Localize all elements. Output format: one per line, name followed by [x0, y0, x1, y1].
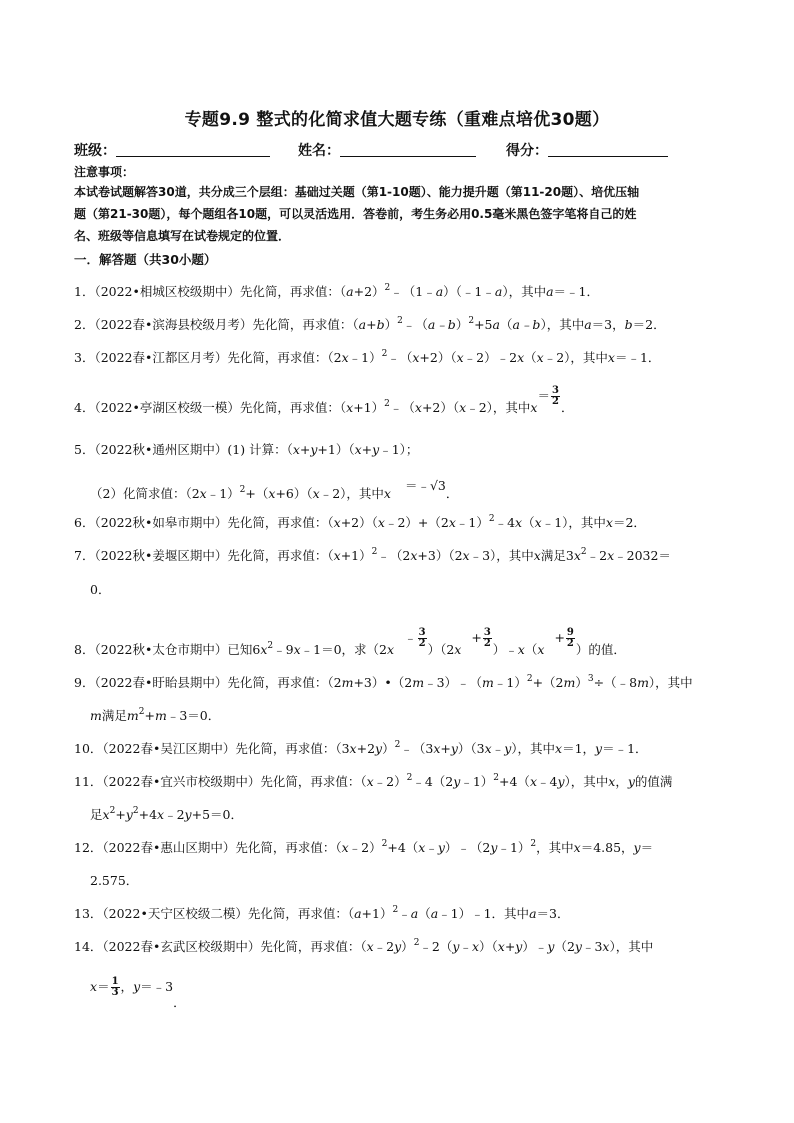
name-blank[interactable] [340, 142, 476, 157]
score-blank[interactable] [548, 142, 668, 157]
class-field [74, 140, 270, 160]
question-9: 9．（2022春•盱眙县期中）先化简，再求值：$(2m+3)•(2m﹣3)﹣(m﹣1)^2+(2m)^3\div(﹣8m)$，其中 [74, 674, 693, 690]
notes-line: 本试卷试题解答30道，共分成三个层组：基础过关题（第1-10题）、能力提升题（第11-20题）、培优压轴 [74, 185, 640, 199]
name-label: 姓名： [298, 143, 340, 159]
question-5: 5．（2022秋•通州区期中）(1) 计算：（x+y+1）（x+y﹣1）； [74, 442, 419, 457]
notes-heading: 注意事项： [74, 165, 135, 179]
question-3: 3．（2022春•江都区月考）先化简，再求值：（2x﹣1）$^2$﹣（x+2）（x﹣2）﹣2x（x﹣2），其中x＝﹣1． [74, 349, 661, 365]
question-8: 8．（2022秋•太仓市期中）已知$6x^2﹣9x﹣1=0$，求（2x﹣ $\frac{3}{2}$ ）（2x+ $\frac{3}{2}$ ）﹣x（x+ $\frac{9}{2}$ ）的值． [74, 627, 626, 657]
question-4: 4．（2022•亭湖区校级一模）先化简，再求值：$(x+1)^2﹣(x+2)(x﹣2)$，其中x＝ $\frac{3}{2}$ ． [74, 385, 574, 415]
question-5-part-2: （2）化简求值：（2x﹣1）$^2$+（x+6）（x﹣2），其中x＝﹣√3． [90, 478, 459, 501]
score-label: 得分： [506, 143, 548, 159]
student-info-fields [74, 140, 714, 160]
question-11: 11．（2022春•宜兴市校级期中）先化简，再求值：（x﹣2）$^2$﹣4（2y﹣1）$^2$+4（x﹣4y），其中x，y的值满 [74, 773, 673, 789]
question-2: 2．（2022春•滨海县校级月考）先化简，再求值：$(a+b)^2﹣(a﹣b)^2+5a(a﹣b)$，其中a＝3，b＝2． [74, 316, 666, 332]
question-11-continued: 足$x^2+y^2+4x﹣2y+5=0$． [90, 806, 243, 822]
question-9-continued: m满足$m^2+m﹣3=0$． [90, 707, 221, 723]
notes-line: 题（第21-30题），每个题组各10题，可以灵活选用．答卷前，考生务必用0.5毫米黑色签字笔将自己的姓 [74, 207, 637, 221]
question-14-continued: x＝ $\frac{1}{3}$ ，y＝﹣3． [90, 976, 186, 1010]
question-12: 12．（2022春•惠山区期中）先化简，再求值：（x﹣2）$^2$+4（x﹣y）﹣（2y﹣1）$^2$，其中x＝4.85，y＝ [74, 839, 654, 855]
section-heading: 一．解答题（共30小题） [74, 252, 217, 267]
question-14: 14．（2022春•玄武区校级期中）先化简，再求值：（x﹣2y）$^2$﹣2（y﹣x）（x+y）﹣y（2y﹣3x），其中 [74, 938, 654, 954]
fraction: $\frac{9}{2}$ [566, 627, 574, 649]
question-10: 10．（2022春•吴江区期中）先化简，再求值：$(3x+2y)^2﹣(3x+y)(3x﹣y)$，其中x＝1，y＝﹣1． [74, 740, 648, 756]
fraction: $\frac{1}{3}$ [111, 976, 119, 998]
question-1: 1．（2022•相城区校级期中）先化简，再求值：$(a+2)^2﹣(1﹣a)(﹣1﹣a)$，其中a＝﹣1． [74, 283, 599, 299]
question-6: 6．（2022秋•如皋市期中）先化简，再求值：（x+2）（x﹣2）+（2x﹣1）$^2$﹣4x（x﹣1），其中x＝2． [74, 514, 646, 530]
score-field [506, 140, 668, 160]
fraction: $\frac{3}{2}$ [551, 385, 559, 407]
fraction: $\frac{3}{2}$ [418, 627, 426, 649]
class-label: 班级： [74, 143, 116, 159]
class-blank[interactable] [116, 142, 270, 157]
notes-line: 名、班级等信息填写在试卷规定的位置． [74, 229, 291, 243]
fraction: $\frac{3}{2}$ [483, 627, 491, 649]
name-field [298, 140, 476, 160]
question-7-continued: 0． [90, 582, 111, 597]
question-7: 7．（2022秋•姜堰区期中）先化简，再求值：$(x+1)^2﹣(2x+3)(2x﹣3)$，其中x满足$3x^2﹣2x﹣2032=$ [74, 547, 671, 563]
notes-body [74, 181, 722, 247]
question-13: 13．（2022•天宁区校级二模）先化简，再求值：$(a+1)^2﹣a(a﹣1)﹣1$．其中a＝3． [74, 905, 570, 921]
question-12-continued: 2.575． [90, 873, 139, 888]
page-title: 专题9.9 整式的化简求值大题专练（重难点培优30题） [184, 110, 610, 130]
